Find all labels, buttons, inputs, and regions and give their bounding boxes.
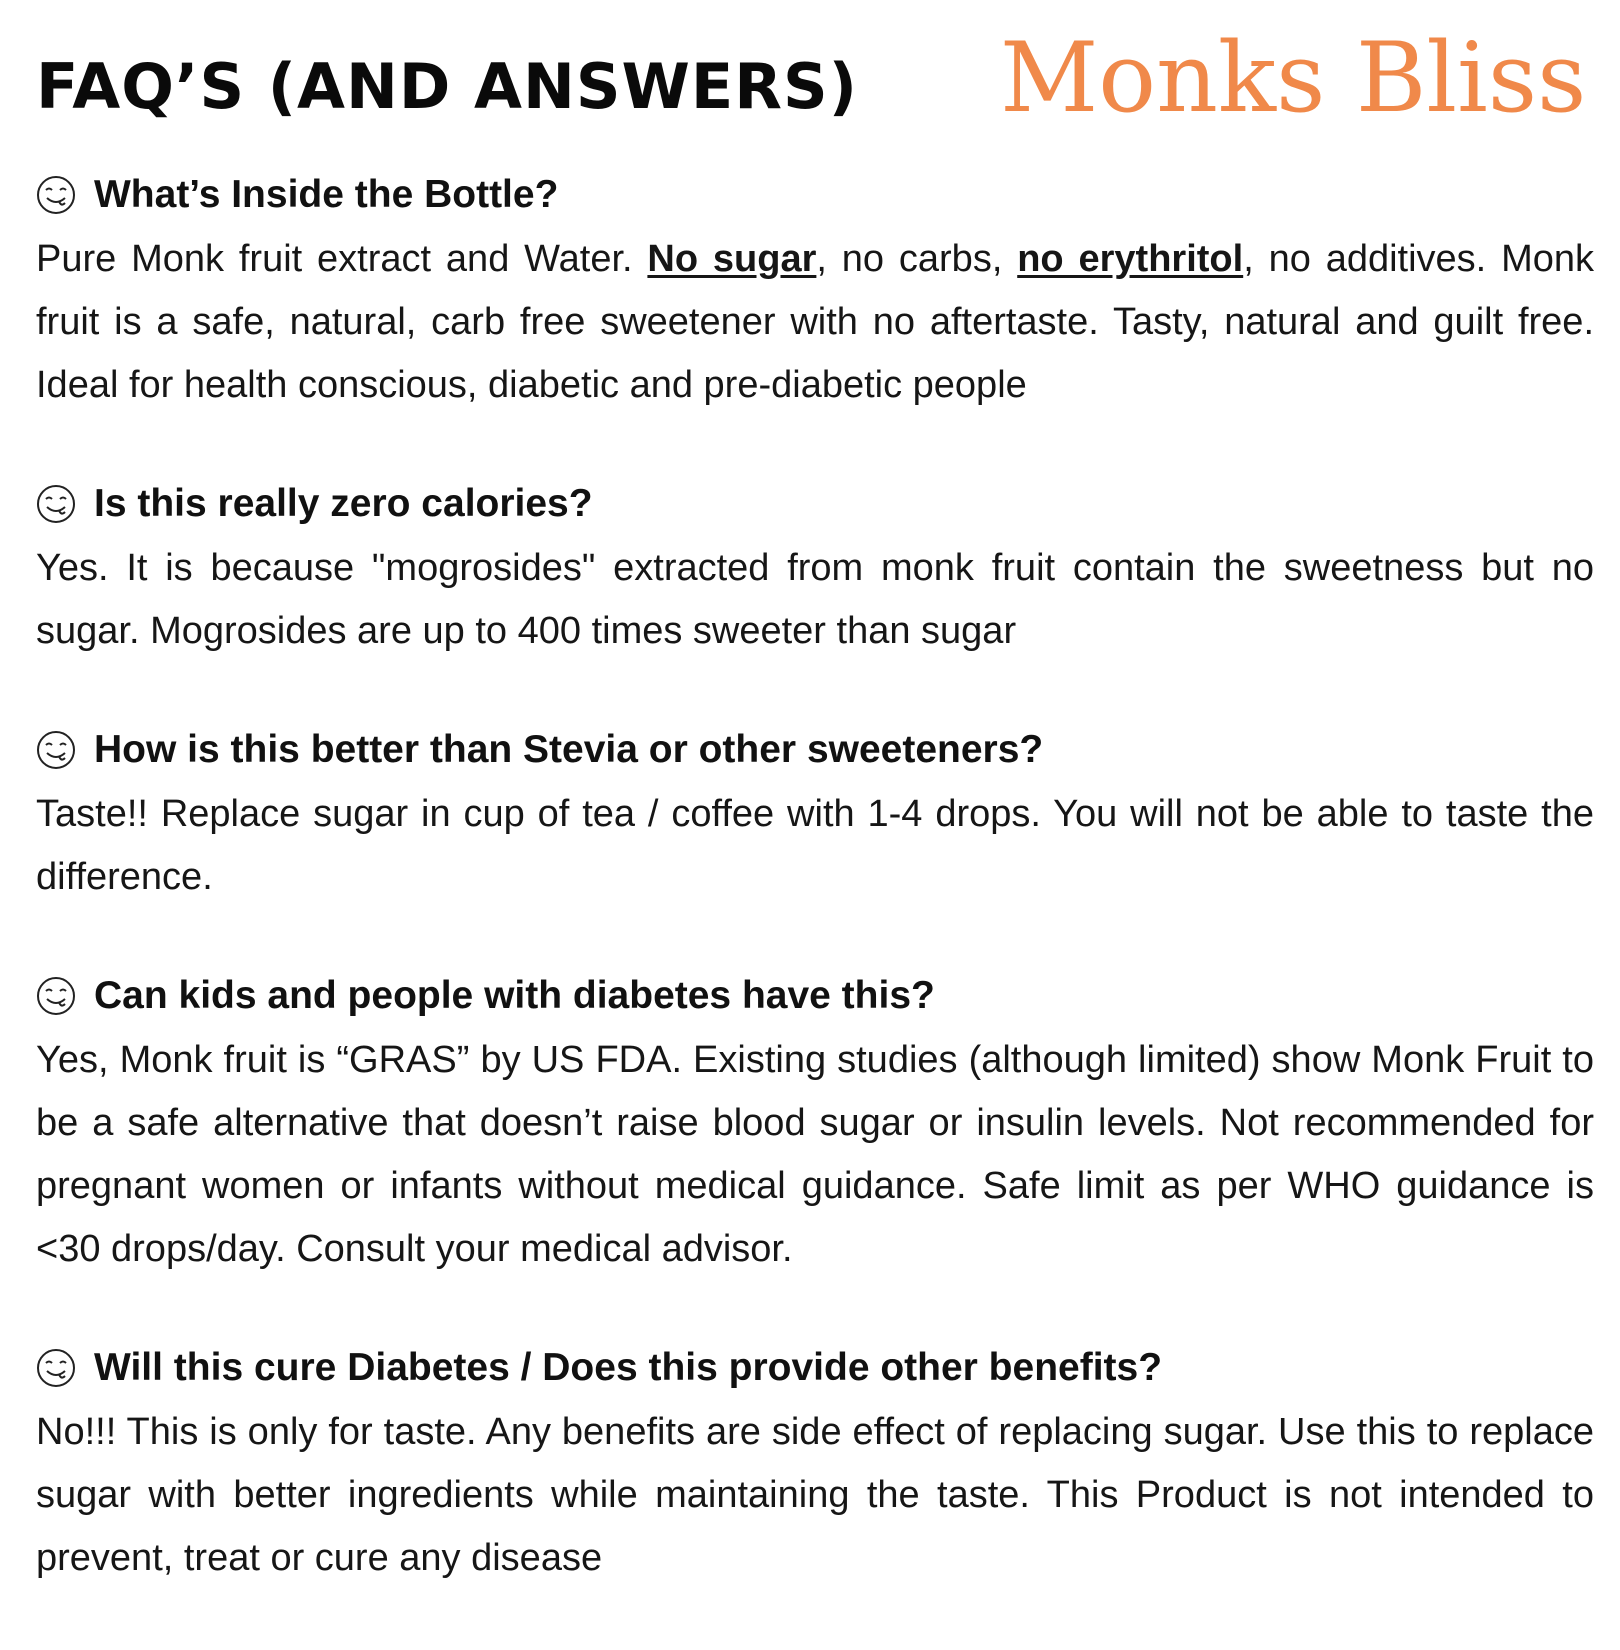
faq-item — [36, 168, 1594, 417]
faq-list — [36, 168, 1594, 1650]
smiley-tongue-icon — [36, 484, 76, 524]
faq-item — [36, 1341, 1594, 1590]
faq-question — [36, 723, 1594, 777]
answer-text: , no additives. Monk fruit is a safe, natural, carb free sweetener with no aftertaste. Tasty, natural and guilt free. Ideal for health conscious, diabetic and pre-diabetic people — [36, 238, 1594, 406]
faq-item — [36, 477, 1594, 663]
brand-logo: Monks Bliss — [1000, 22, 1587, 134]
faq-question-text: Is this really zero calories? — [94, 482, 593, 525]
faq-question — [36, 477, 1594, 531]
faq-answer: Yes. It is because "mogrosides" extracted from monk fruit contain the sweetness but no sugar. Mogrosides are up to 400 times sweeter than sugar — [36, 547, 1594, 652]
faq-item — [36, 723, 1594, 909]
smiley-tongue-icon — [36, 730, 76, 770]
faq-answer: Yes, Monk fruit is “GRAS” by US FDA. Existing studies (although limited) show Monk Fruit to be a safe alternative that doesn’t raise blood sugar or insulin levels. Not recommended for pregnant women or infants without medical guidance. Safe limit as per WHO guidance is <30 drops/day. Consult your medical advisor. — [36, 1039, 1594, 1270]
smiley-tongue-icon — [36, 1348, 76, 1388]
no-sugar-emphasis: No sugar — [647, 238, 817, 280]
faq-question-text: What’s Inside the Bottle? — [94, 173, 559, 216]
faq-answer: Taste!! Replace sugar in cup of tea / coffee with 1-4 drops. You will not be able to taste the difference. — [36, 793, 1594, 898]
answer-text: , no carbs, — [816, 238, 1018, 280]
faq-answer: No!!! This is only for taste. Any benefits are side effect of replacing sugar. Use this to replace sugar with better ingredients while maintaining the taste. This Product is not intended to prevent, treat or cure any disease — [36, 1411, 1594, 1579]
smiley-tongue-icon — [36, 976, 76, 1016]
faq-question — [36, 969, 1594, 1023]
faq-item — [36, 969, 1594, 1281]
no-erythritol-emphasis: no erythritol — [1017, 238, 1244, 280]
page-title: FAQ’S (AND ANSWERS) — [36, 50, 858, 123]
faq-question-text: Can kids and people with diabetes have this? — [94, 974, 935, 1017]
smiley-tongue-icon — [36, 175, 76, 215]
faq-question — [36, 168, 1594, 222]
faq-question — [36, 1341, 1594, 1395]
faq-question-text: Will this cure Diabetes / Does this provide other benefits? — [94, 1346, 1163, 1389]
faq-answer — [36, 228, 1594, 417]
faq-question-text: How is this better than Stevia or other sweeteners? — [94, 728, 1044, 771]
answer-text: Pure Monk fruit extract and Water. — [36, 238, 648, 280]
